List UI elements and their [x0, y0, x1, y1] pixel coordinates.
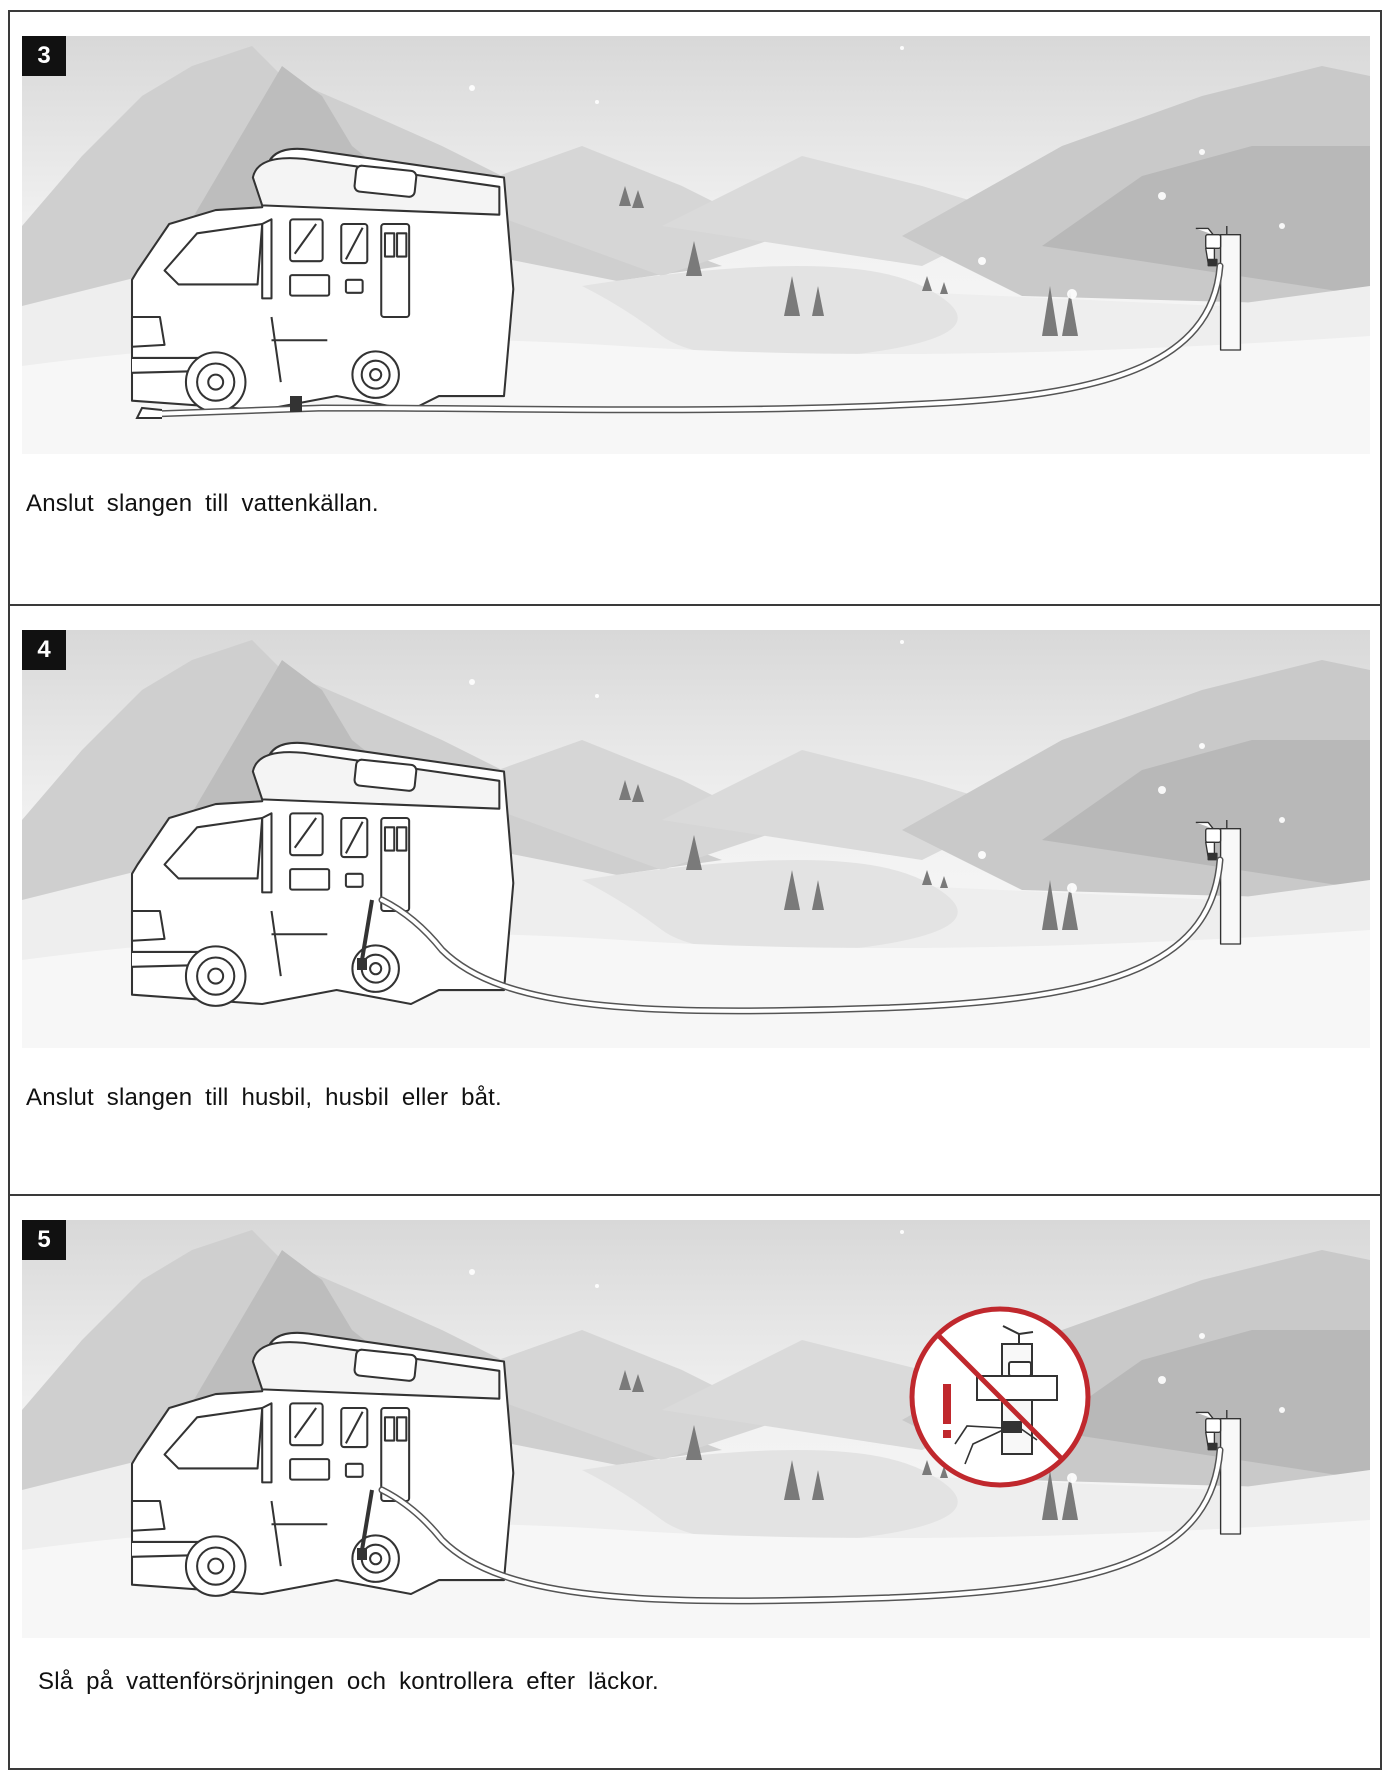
- step-3-illustration: [22, 36, 1370, 454]
- step-number-badge: 5: [22, 1220, 66, 1260]
- step-5-illustration: [22, 1220, 1370, 1638]
- step-5: [10, 1194, 1380, 1768]
- step-3: [10, 12, 1380, 604]
- step-4: [10, 604, 1380, 1194]
- step-number-badge: 3: [22, 36, 66, 76]
- step-number-badge: 4: [22, 630, 66, 670]
- step-4-caption: Anslut slangen till husbil, husbil eller båt.: [26, 1084, 502, 1111]
- step-3-caption: Anslut slangen till vattenkällan.: [26, 490, 379, 517]
- step-4-illustration: [22, 630, 1370, 1048]
- instruction-sheet: [8, 10, 1382, 1770]
- step-5-caption: Slå på vattenförsörjningen och kontrollera efter läckor.: [38, 1668, 659, 1695]
- leak-warning-icon: [912, 1309, 1088, 1485]
